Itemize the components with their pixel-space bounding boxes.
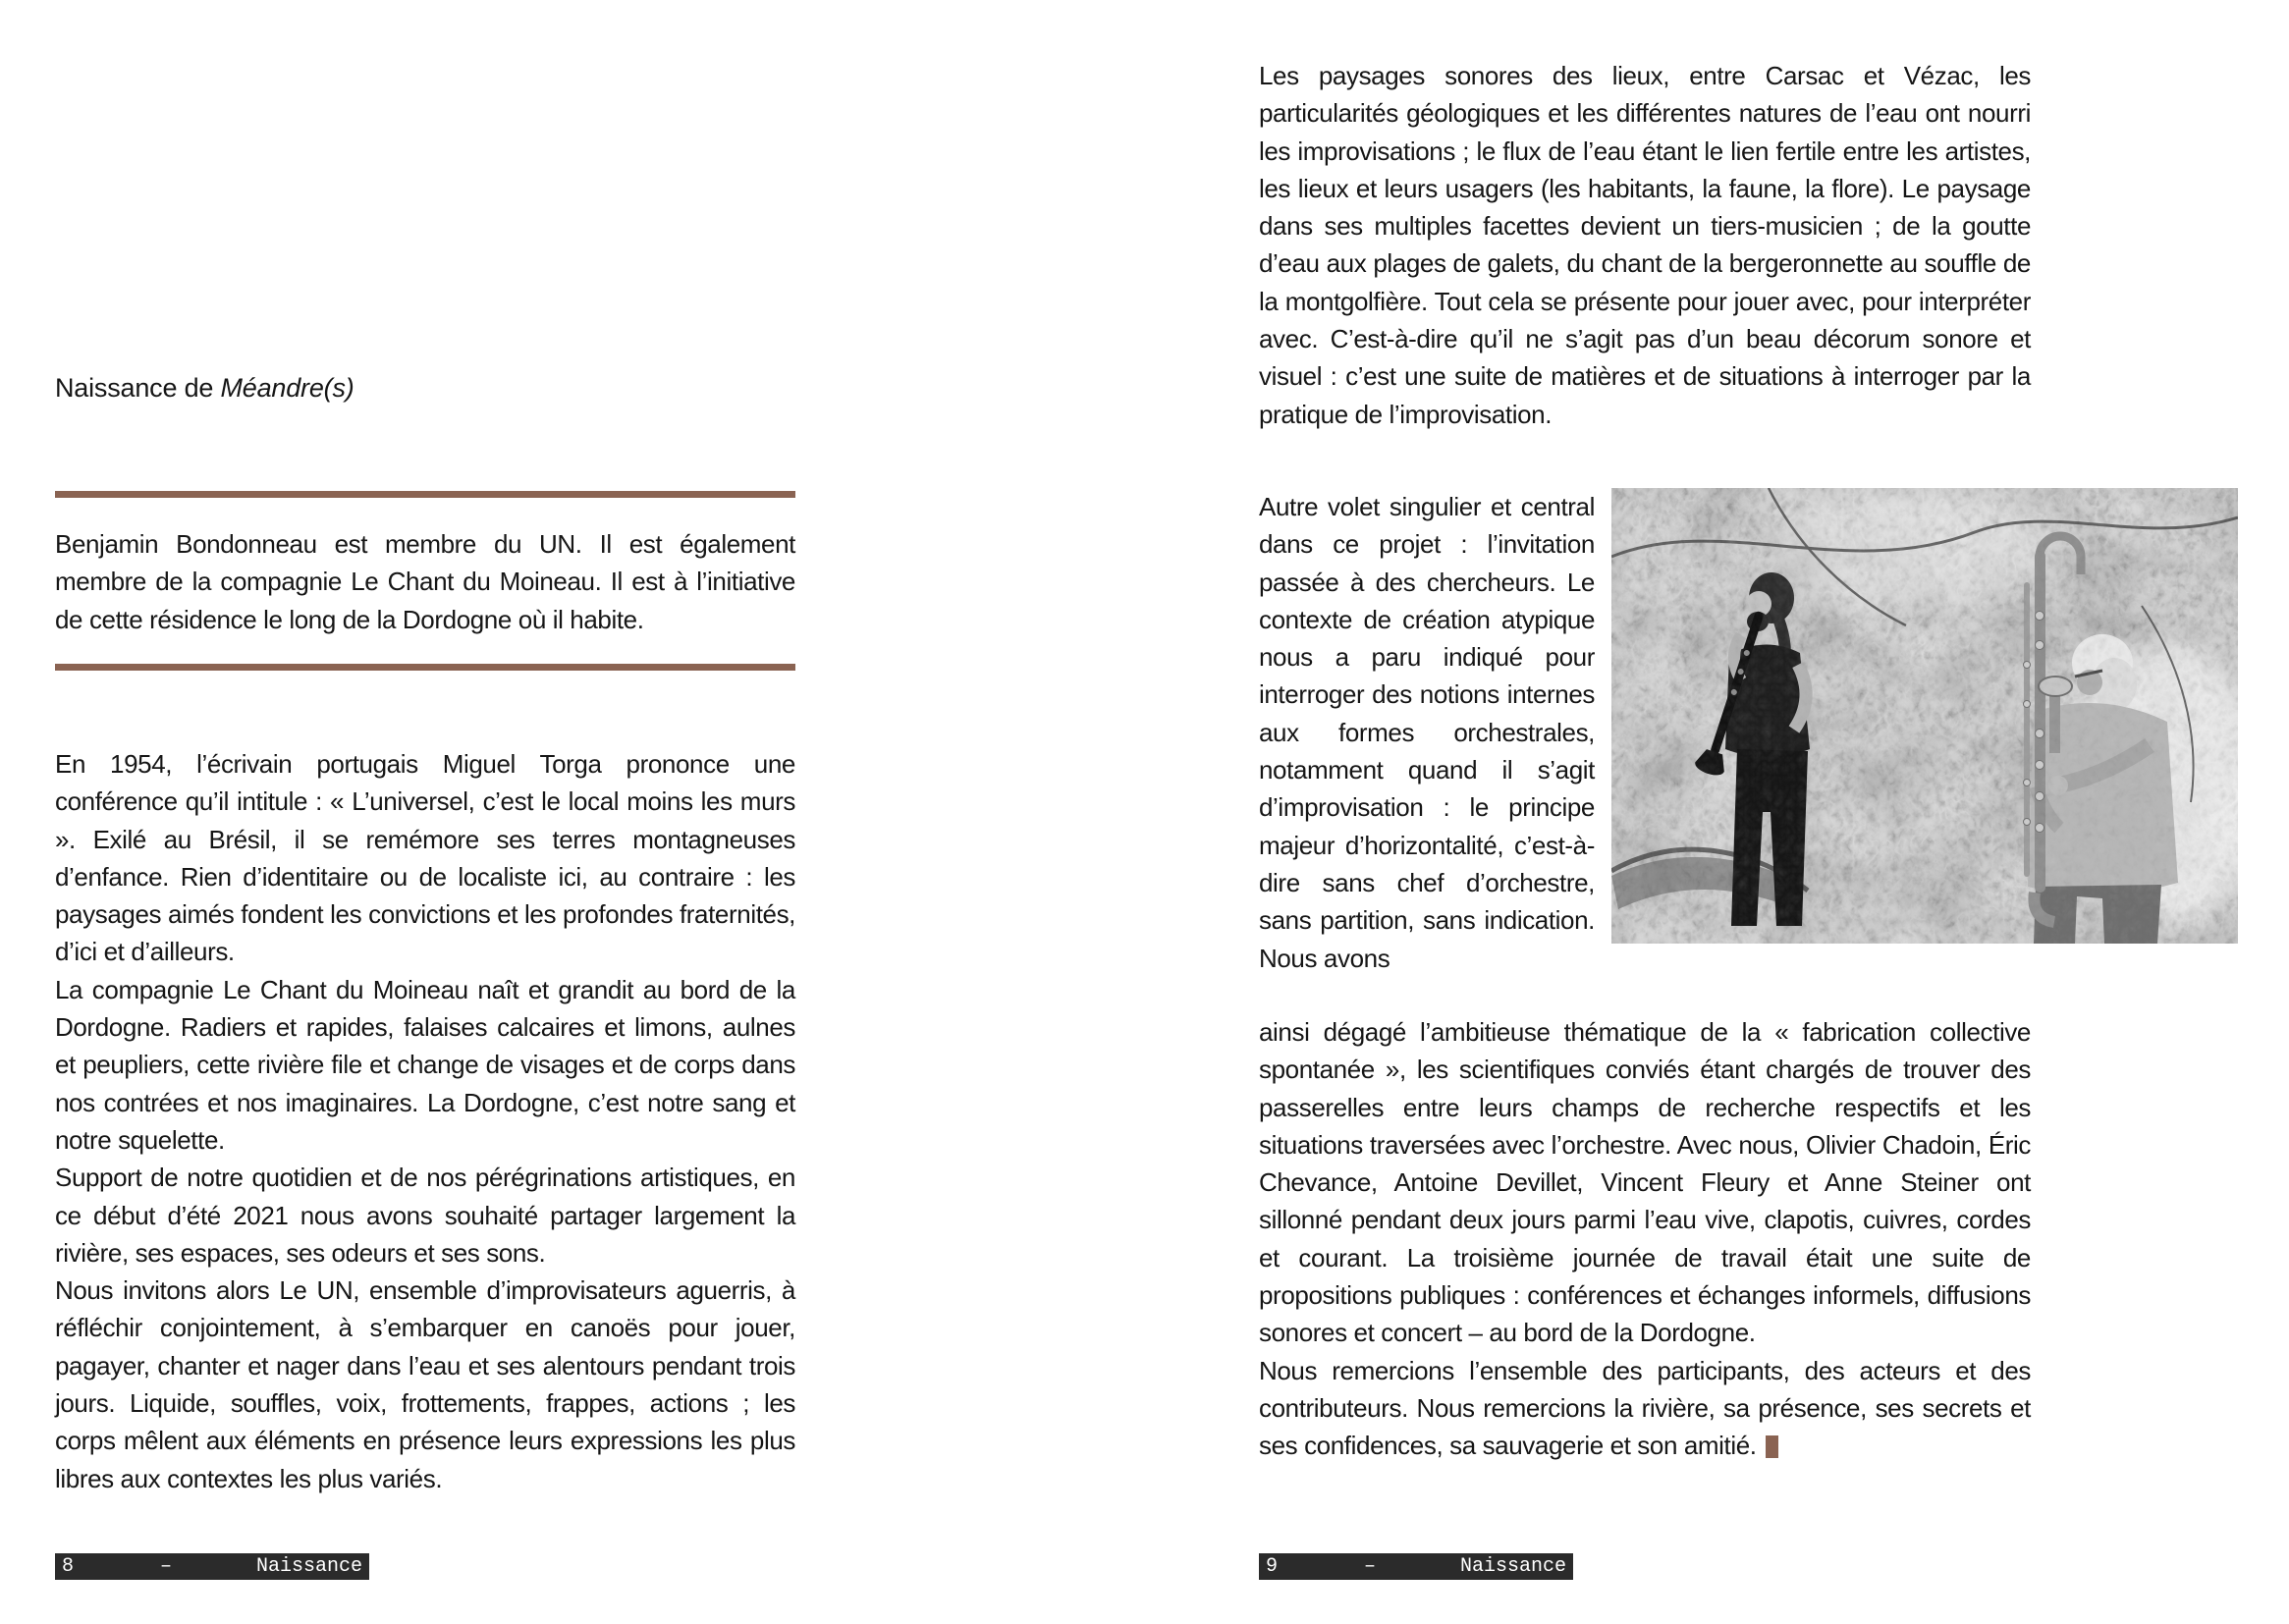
article-title-prefix: Naissance de (55, 373, 221, 403)
paragraph-support: Support de notre quotidien et de nos pérégrinations artistiques, en ce début d’été 2021 nous avons souhaité partager largement la rivière, ses espaces, ses odeurs et ses sons. (55, 1163, 795, 1268)
author-headnote: Benjamin Bondonneau est membre du UN. Il est également membre de la compagnie Le Chant du Moineau. Il est à l’initiative de cette résidence le long de la Dordogne où il habite. (55, 529, 795, 634)
article-title (55, 369, 795, 406)
page-number: 9 (1266, 1555, 1279, 1578)
paragraph-remerciements (1259, 1352, 2031, 1465)
left-page-footer (55, 1553, 369, 1580)
end-of-article-mark (1766, 1435, 1778, 1458)
section-rule-top (55, 491, 795, 498)
left-page-body (55, 745, 795, 1497)
paragraph-fabrication: ainsi dégagé l’ambitieuse thématique de la « fabrication collective spontanée », les scientifiques conviés étant chargés de trouver des passerelles entre leurs champs de recherche respectifs et les situations traversées avec l’orchestre. Avec nous, Olivier Chadoin, Éric Chevance, Antoine Devillet, Vincent Fleury et Anne Steiner ont sillonné pendant deux jours parmi l’eau vive, clapotis, cuivres, cordes et courant. La troisième journée de travail était une suite de propositions publiques : conférences et échanges informels, diffusions sonores et concert – au bord de la Dordogne. (1259, 1017, 2031, 1348)
section-rule-bottom (55, 664, 795, 671)
article-title-work-name: Méandre(s) (220, 373, 354, 403)
paragraph-torga: En 1954, l’écrivain portugais Miguel Torga prononce une conférence qu’il intitule : « L’universel, c’est le local moins les murs ». Exilé au Brésil, il se remémore ses terres montagneuses d’enfance. Rien d’identitaire ou de localiste ici, au contraire : les paysages aimés fondent les convictions et les profondes fraternités, d’ici et d’ailleurs. (55, 749, 795, 967)
right-page (1144, 0, 2289, 1624)
footer-dash: – (1364, 1555, 1377, 1578)
chapter-label: Naissance (1459, 1555, 1566, 1578)
right-page-lower-body (1259, 1013, 2031, 1465)
left-page (0, 0, 1144, 1624)
musicians-photo (1611, 488, 2238, 944)
closing-text: Nous remercions l’ensemble des participants, des acteurs et des contributeurs. Nous remercions la rivière, sa présence, ses secrets et ses confidences, sa sauvagerie et son amitié. (1259, 1355, 2031, 1461)
chapter-label: Naissance (255, 1555, 362, 1578)
paragraph-invitation: Nous invitons alors Le UN, ensemble d’improvisateurs aguerris, à réfléchir conjointement, à s’embarquer en canoës pour jouer, pagayer, chanter et nager dans l’eau et ses alentours pendant trois jours. Liquide, souffles, voix, frottements, frappes, actions ; les corps mêlent aux éléments en présence leurs expressions les plus libres aux contextes les plus variés. (55, 1275, 795, 1493)
right-page-intro: Les paysages sonores des lieux, entre Carsac et Vézac, les particularités géologiques et les différentes natures de l’eau ont nourri les improvisations ; le flux de l’eau étant le lien fertile entre les artistes, les lieux et leurs usagers (les habitants, la faune, la flore). Le paysage dans ses multiples facettes devient un tiers-musicien ; de la goutte d’eau aux plages de galets, du chant de la bergeronnette au souffle de la montgolfière. Tout cela se présente pour jouer avec, pour interpréter avec. C’est-à-dire qu’il ne s’agit pas d’un beau décorum sonore et visuel : c’est une suite de matières et de situations à interroger par la pratique de l’improvisation. (1259, 61, 2031, 429)
paragraph-compagnie: La compagnie Le Chant du Moineau naît et grandit au bord de la Dordogne. Radiers et rapides, falaises calcaires et limons, aulnes et peupliers, cette rivière file et change de visages et de corps dans nos contrées et nos imaginaires. La Dordogne, c’est notre sang et notre squelette. (55, 974, 795, 1155)
footer-dash: – (160, 1555, 173, 1578)
musicians-photo-illustration (1611, 488, 2238, 944)
right-page-footer (1259, 1553, 1573, 1580)
narrow-column-text: Autre volet singulier et central dans ce projet : l’invitation passée à des chercheurs. Le contexte de création atypique nous a paru indiqué pour interroger des notions internes aux formes orchestrales, notamment quand il s’agit d’improvisation : le principe majeur d’horizontalité, c’est-à-dire sans chef d’orchestre, sans partition, sans indication. Nous avons (1259, 492, 1595, 973)
page-number: 8 (62, 1555, 75, 1578)
